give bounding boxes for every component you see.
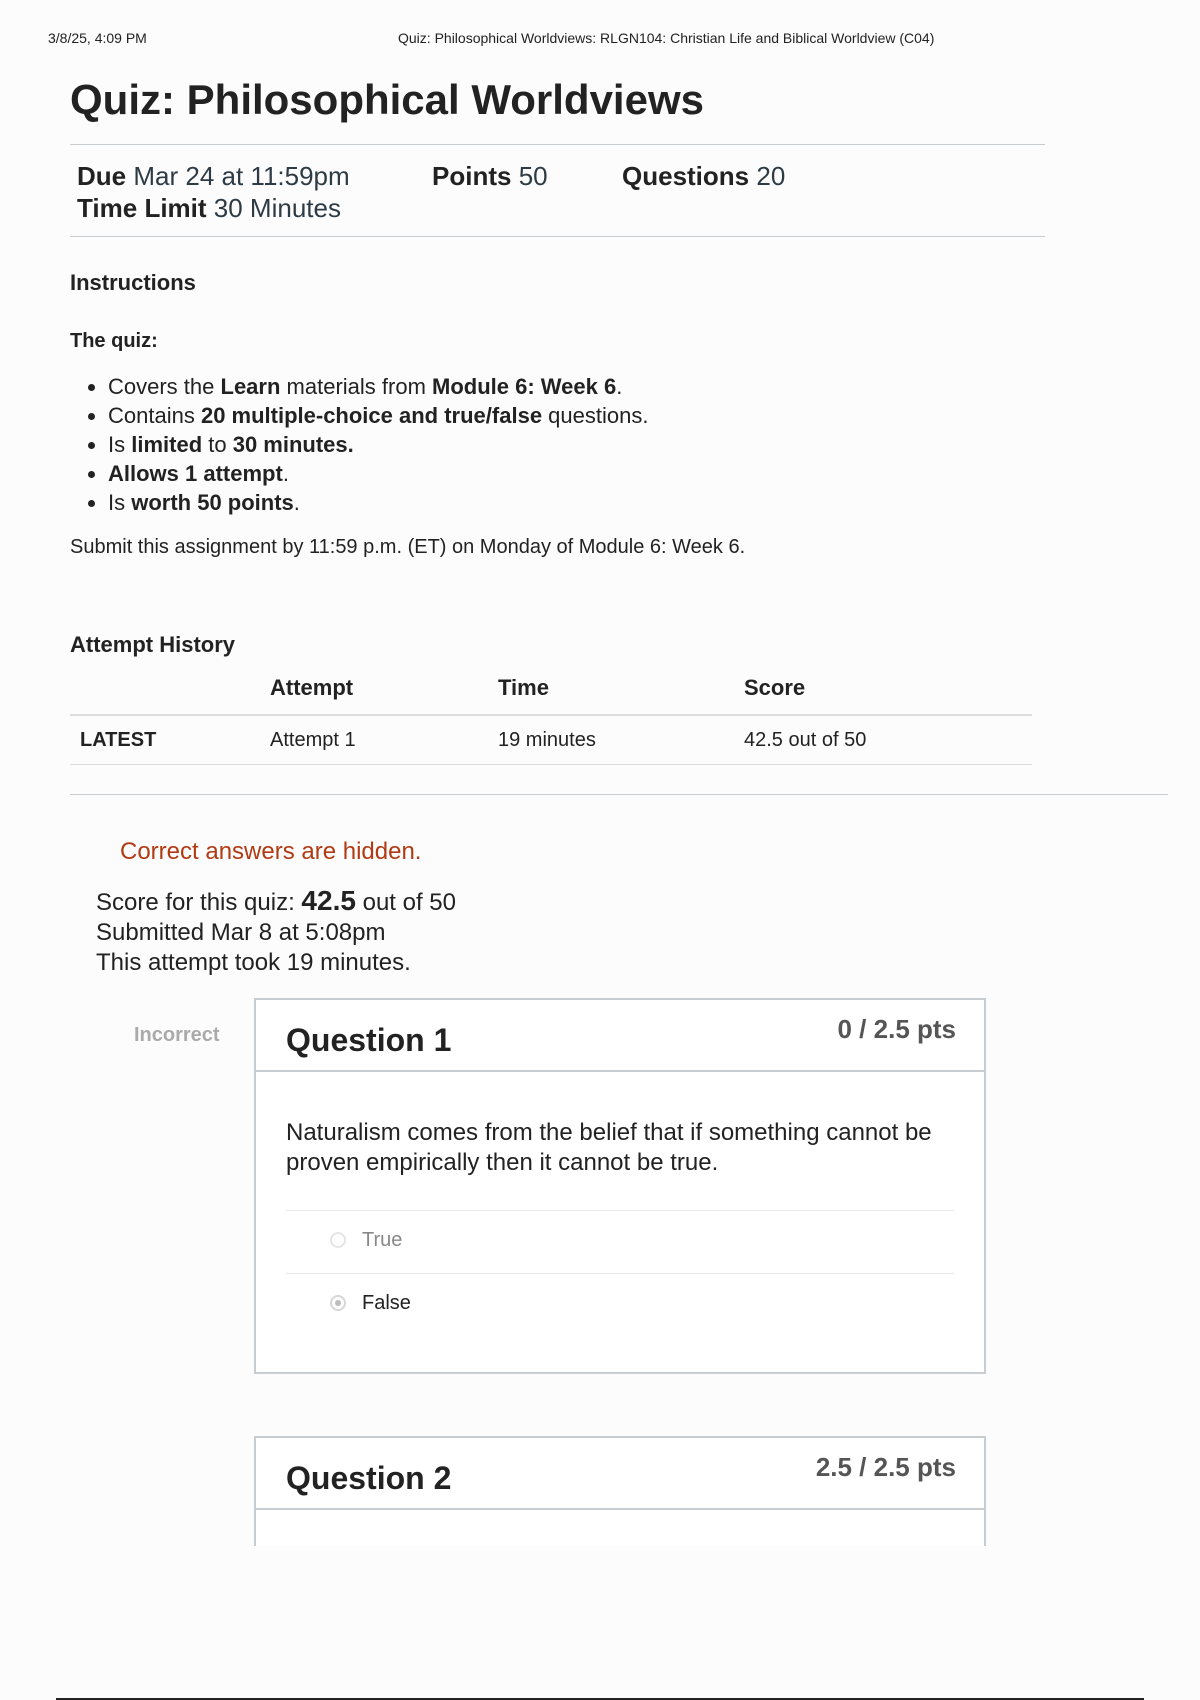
question-header bbox=[256, 1438, 984, 1510]
divider bbox=[70, 236, 1045, 237]
divider bbox=[70, 144, 1045, 145]
answer-option-true[interactable] bbox=[286, 1210, 954, 1273]
points-label: Points bbox=[432, 161, 512, 191]
list-item: • Allows 1 attempt. bbox=[108, 459, 648, 488]
question-title: Question 1 bbox=[286, 1022, 452, 1058]
instructions-heading: Instructions bbox=[70, 270, 196, 295]
attempt-duration: This attempt took 19 minutes. bbox=[96, 949, 411, 976]
column-header: Time bbox=[498, 670, 744, 715]
question-card bbox=[254, 998, 986, 1374]
column-header bbox=[70, 670, 270, 715]
list-item: • Is worth 50 points. bbox=[108, 488, 648, 517]
question-text: Naturalism comes from the belief that if something cannot be proven empirically then it cannot be true. bbox=[286, 1119, 932, 1176]
question-points: 0 / 2.5 pts bbox=[837, 1014, 956, 1044]
radio-icon[interactable] bbox=[330, 1232, 346, 1248]
question-body bbox=[256, 1072, 984, 1336]
table-header-row bbox=[70, 670, 1032, 715]
questions-value: 20 bbox=[756, 161, 786, 191]
points-value: 50 bbox=[518, 161, 548, 191]
column-header: Attempt bbox=[270, 670, 498, 715]
question-header bbox=[256, 1000, 984, 1072]
answer-label: False bbox=[362, 1292, 411, 1314]
answer-list bbox=[286, 1210, 954, 1336]
list-item: • Covers the Learn materials from Module 6: Week 6. bbox=[108, 372, 648, 401]
attempt-time: 19 minutes bbox=[498, 715, 744, 765]
attempt-history-heading: Attempt History bbox=[70, 632, 236, 657]
attempt-link[interactable]: Attempt 1 bbox=[270, 715, 498, 765]
time-limit-value: 30 Minutes bbox=[213, 193, 341, 223]
question-points: 2.5 / 2.5 pts bbox=[815, 1452, 956, 1482]
list-item: • Is limited to 30 minutes. bbox=[108, 430, 648, 459]
submitted-time: Submitted Mar 8 at 5:08pm bbox=[96, 919, 386, 946]
answer-option-false[interactable] bbox=[286, 1273, 954, 1336]
table-row bbox=[70, 715, 1032, 765]
radio-selected-icon[interactable] bbox=[330, 1295, 346, 1311]
attempt-history-table bbox=[70, 670, 1032, 765]
answer-status-badge: Incorrect bbox=[134, 1024, 220, 1046]
question-card bbox=[254, 1436, 986, 1546]
instructions-list bbox=[70, 372, 648, 517]
divider bbox=[70, 794, 1168, 795]
questions-label: Questions bbox=[622, 161, 750, 191]
print-doc-title: Quiz: Philosophical Worldviews: RLGN104: Christian Life and Biblical Worldview (C04) bbox=[398, 30, 935, 46]
score-summary bbox=[96, 886, 456, 978]
list-item: • Contains 20 multiple-choice and true/false questions. bbox=[108, 401, 648, 430]
due-label: Due bbox=[77, 161, 127, 191]
question-title: Question 2 bbox=[286, 1460, 452, 1496]
attempt-score: 42.5 out of 50 bbox=[744, 715, 1032, 765]
time-limit-label: Time Limit bbox=[77, 193, 207, 223]
answers-hidden-notice: Correct answers are hidden. bbox=[120, 838, 422, 865]
answer-label: True bbox=[362, 1229, 403, 1251]
due-value: Mar 24 at 11:59pm bbox=[133, 161, 350, 191]
latest-label: LATEST bbox=[70, 715, 270, 765]
submit-note: Submit this assignment by 11:59 p.m. (ET) on Monday of Module 6: Week 6. bbox=[70, 536, 746, 558]
instructions-intro: The quiz: bbox=[70, 330, 158, 352]
page-title: Quiz: Philosophical Worldviews bbox=[70, 76, 704, 123]
print-date: 3/8/25, 4:09 PM bbox=[48, 30, 147, 46]
column-header: Score bbox=[744, 670, 1032, 715]
quiz-score: Score for this quiz: 42.5 out of 50 bbox=[96, 885, 456, 916]
